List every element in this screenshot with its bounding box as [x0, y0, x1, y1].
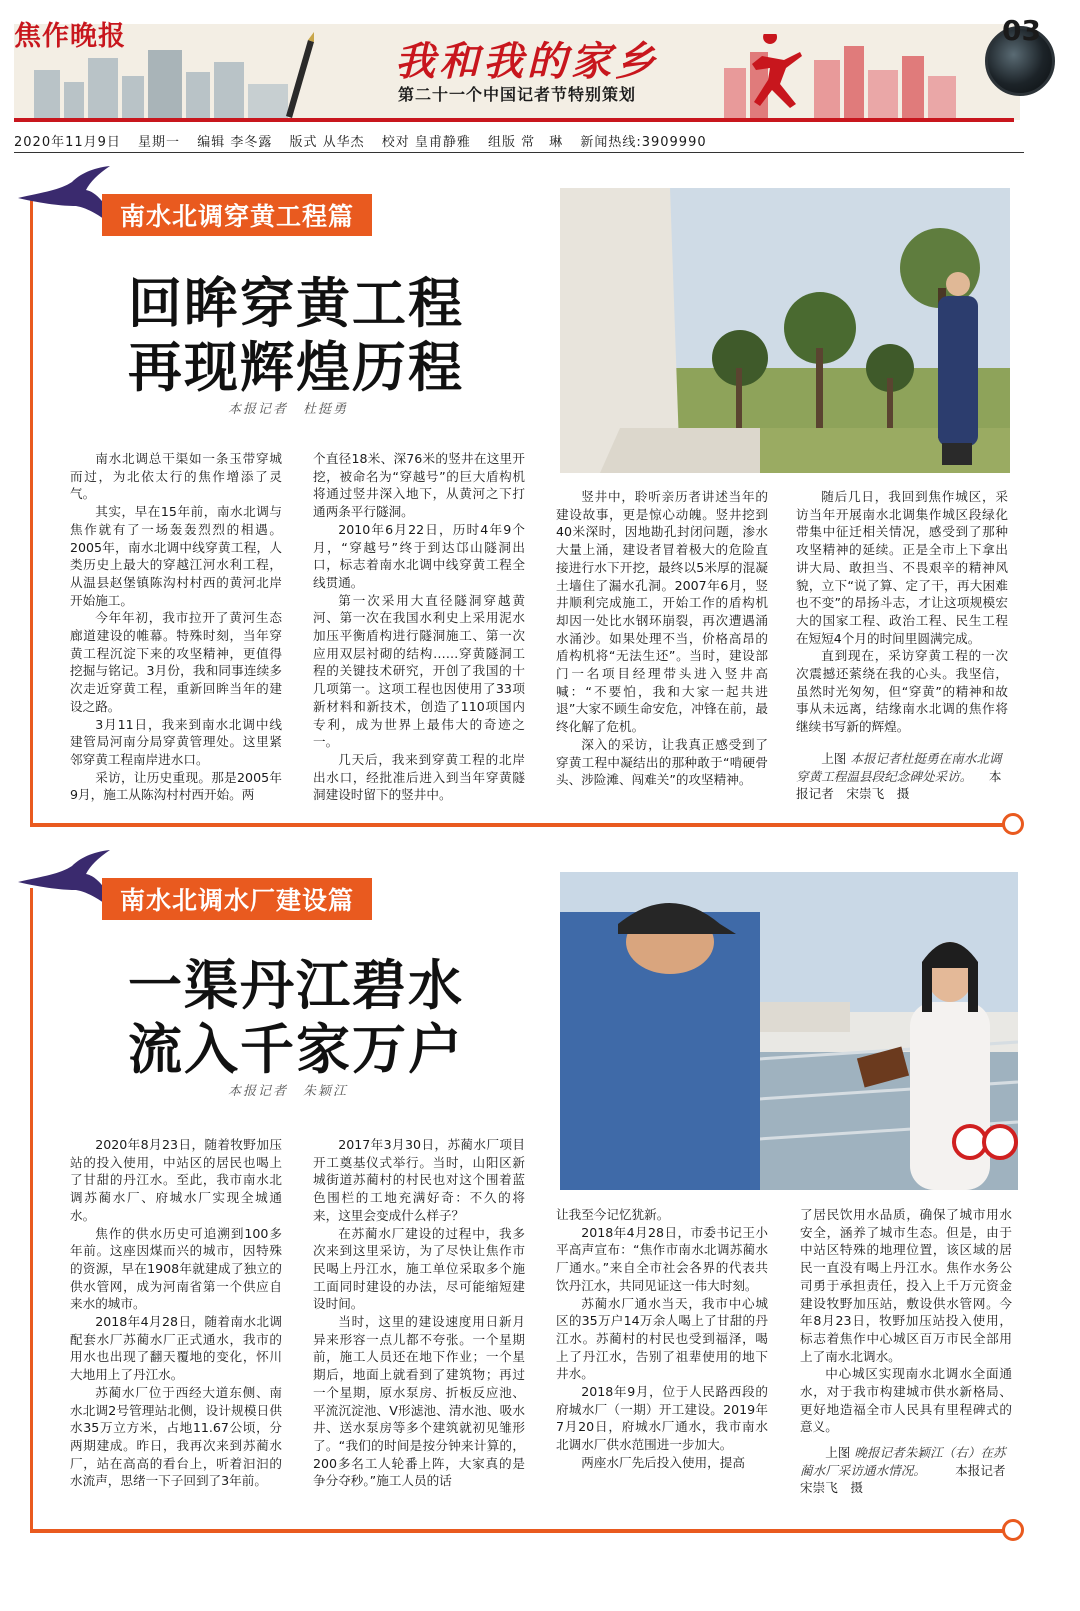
paragraph: 焦作的供水历史可追溯到100多年前。这座因煤而兴的城市，因特殊的资源，早在1908年就建成了独立的供水管网，成为河南省第一个供应自来水的城市。 [70, 1225, 282, 1312]
article-1-column-4 [796, 488, 1008, 748]
photo-monument-interview [560, 188, 1010, 473]
paragraph: 南水北调总干渠如一条玉带穿城而过，为北依太行的焦作增添了灵气。 [70, 451, 282, 502]
article-1-frame-bottom [30, 823, 1005, 826]
caption-text: 本报记者杜挺勇在南水北调穿黄工程温县段纪念碑处采访。 [796, 751, 1002, 784]
paragraph: 竖井中，聆听亲历者讲述当年的建设故事，更是惊心动魄。竖井挖到40米深时，因地勘孔封闭问题，渗水大量上涌，建设者冒着极大的危险直接进行水下开挖，最终以5米厚的混凝土墙住了漏水孔洞。2007年6月，竖井顺利完成施工，开始工作的盾构机却因一处比水钢环崩裂，再次遭遇涌水涌沙。如果处理不当，价格高昂的盾构机将“无法生还”。当时，建设部门一名项目经理带头进入竖井高喊：“不要怕，我和大家一起共进退”大家不顾生命安危，冲锋在前，最终化解了危机。 [556, 489, 768, 735]
article-2-frame-bottom [30, 1529, 1005, 1532]
editor: 编辑 李冬露 [197, 135, 273, 150]
byline-2: 本报记者 朱颖江 [228, 1084, 349, 1099]
article-2-column-4 [800, 1206, 1012, 1442]
paragraph: 深入的采访，让我真正感受到了穿黄工程中凝结出的那种敢于“啃硬骨头、涉险滩、闯难关”的攻坚精神。 [556, 736, 768, 788]
paragraph: 直到现在，采访穿黄工程的一次次震撼还萦绕在我的心头。我坚信，虽然时光匆匆，但“穿黄”的精神和故事从未远离，结缘南水北调的焦作将继续书写新的辉煌。 [796, 648, 1008, 735]
paragraph: 2018年4月28日，随着南水北调配套水厂苏蔺水厂正式通水，我市的用水也出现了翻天覆地的变化，怀川大地用上了丹江水。 [70, 1314, 282, 1383]
photo-caption-2 [800, 1444, 1019, 1497]
paragraph: 苏蔺水厂通水当天，我市中心城区的35万户14万余人喝上了甘甜的丹江水。苏蔺村的村民也受到福泽，喝上了丹江水，告别了祖辈使用的地下井水。 [556, 1295, 768, 1382]
headline-2-line-1: 一渠丹江碧水 [128, 954, 464, 1017]
paragraph: 2017年3月30日，苏蔺水厂项目开工奠基仪式举行。当时，山阳区新城街道苏蔺村的村民也对这个围着蓝色围栏的工地充满好奇：不久的将来，这里会变成什么样子？ [313, 1137, 525, 1223]
article-2-column-1 [70, 1136, 282, 1516]
date: 2020年11月9日 [14, 135, 121, 150]
paper-name: 焦作晚报 [14, 21, 126, 52]
article-2-column-2 [313, 1136, 525, 1516]
photo-credit: 本报记者 宋崇飞 摄 [796, 768, 1002, 802]
caption-text: 晚报记者朱颖江（右）在苏蔺水厂采访通水情况。 [800, 1445, 1006, 1478]
headline-2 [128, 954, 464, 1082]
section-tag-2: 南水北调水厂建设篇 [102, 878, 372, 920]
paragraph: 个直径18米、深76米的竖井在这里开挖，被命名为“穿越号”的巨大盾构机将通过竖井深入地下，从黄河之下打通两条平行隧洞。 [313, 451, 525, 520]
layout-credit: 版式 从华杰 [289, 135, 365, 150]
paragraph: 在苏蔺水厂建设的过程中，我多次来到这里采访，为了尽快让焦作市民喝上丹江水，施工单位采取多个施工面同时建设的办法，尽可能缩短建设时间。 [313, 1225, 525, 1312]
dateline-rule [14, 152, 1024, 153]
runner-icon [740, 34, 810, 114]
paragraph: 中心城区实现南水北调水全面通水，对于我市构建城市供水新格局、更好地造福全市人民具有里程碑式的意义。 [800, 1366, 1012, 1435]
paragraph: 2018年9月，位于人民路西段的府城水厂（一期）开工建设。2019年7月20日，府城水厂通水，我市南水北调水厂供水范围进一步加大。 [556, 1384, 768, 1453]
dateline [14, 131, 719, 150]
paragraph: 2010年6月22日，历时4年9个月，“穿越号”终于到达邙山隧洞出口，标志着南水北调中线穿黄工程全线贯通。 [313, 521, 525, 590]
headline-1 [128, 272, 464, 400]
news-hotline: 新闻热线:3909990 [580, 135, 707, 150]
headline-1-line-1: 回眸穿黄工程 [128, 272, 464, 335]
paragraph: 2018年4月28日，市委书记王小平高声宣布：“焦作市南水北调苏蔺水厂通水。”来自全市社会各界的代表共饮丹江水，共同见证这一伟大时刻。 [556, 1224, 768, 1293]
frame-end-ring [1002, 1519, 1024, 1541]
byline-1: 本报记者 杜挺勇 [228, 402, 349, 417]
paragraph: 当时，这里的建设速度用日新月异来形容一点儿都不夸张。一个星期前，施工人员还在地下作业；一个星期后，地面上就看到了建筑物；再过一个星期，原水泵房、折板反应池、平流沉淀池、V形滤池、清水池、吸水井、送水泵房等多个建筑就初见雏形了。“我们的时间是按分钟来计算的，200多名工人轮番上阵，大家真的是争分夺秒。”施工人员的话 [313, 1314, 525, 1489]
paragraph: 3月11日，我来到南水北调中线建管局河南分局穿黄管理处。这里紧邻穿黄工程南岸进水口。 [70, 716, 282, 767]
article-2-column-3 [556, 1206, 768, 1516]
page-number: 03 [1002, 14, 1041, 47]
paragraph: 第一次采用大直径隧洞穿越黄河、第一次在我国水利史上采用泥水加压平衡盾构进行隧洞施工、第一次应用双层衬砌的结构……穿黄隧洞工程的关键技术研究，开创了我国的十几项第一。这项工程也因使用了33项新材料和新技术，创造了110项国内专利，成为世界上最伟大的奇迹之一。 [313, 592, 525, 750]
paragraph: 其实，早在15年前，南水北调与焦作就有了一场轰轰烈烈的相遇。2005年，南水北调中线穿黄工程，人类历史上最大的穿越江河水利工程，从温县赵堡镇陈沟村村西的黄河北岸开始施工。 [70, 504, 282, 608]
masthead [0, 0, 1080, 150]
caption-lead: 上图 [825, 1445, 851, 1460]
photo-credit: 本报记者 宋崇飞 摄 [800, 1462, 1019, 1496]
paragraph: 采访，让历史重现。那是2005年9月，施工从陈沟村村西开始。两 [70, 769, 282, 803]
paragraph: 随后几日，我回到焦作城区，采访当年开展南水北调集作城区段绿化带集中征迁相关情况，感受到了那种攻坚精神的延续。正是全市上下拿出讲大局、敢担当、不畏艰辛的精神风貌，立下“说了算、定了干，再大困难也不变”的昂扬斗志，才让这项规模宏大的国家工程、政治工程、民生工程在短短4个月的时间里圆满完成。 [796, 489, 1008, 646]
photo-caption-1 [796, 750, 1008, 803]
photo-water-plant-interview [560, 872, 1018, 1190]
masthead-rule [14, 118, 1014, 122]
article-1-column-1 [70, 450, 282, 810]
frame-end-ring [1002, 813, 1024, 835]
headline-2-line-2: 流入千家万户 [128, 1018, 464, 1081]
paragraph: 2020年8月23日，随着牧野加压站的投入使用，中站区的居民也喝上了甘甜的丹江水。至此，我市南水北调苏蔺水厂、府城水厂实现全城通水。 [70, 1137, 282, 1223]
banner-title: 我和我的家乡 [395, 38, 659, 85]
headline-1-line-2: 再现辉煌历程 [128, 336, 464, 399]
paragraph: 了居民饮用水品质，确保了城市用水安全，涵养了城市生态。但是，由于中站区特殊的地理位置，该区域的居民一直没有喝上丹江水。焦作水务公司勇于承担责任，投入上千万元资金建设牧野加压站，敷设供水管网。今年8月23日，牧野加压站投入使用，标志着焦作中心城区百万市民全部用上了南水北调水。 [800, 1207, 1012, 1364]
banner-subtitle: 第二十一个中国记者节特别策划 [398, 85, 637, 104]
paragraph: 让我至今记忆犹新。 [556, 1207, 670, 1222]
paragraph: 苏蔺水厂位于西经大道东侧、南水北调2号管理站北侧，设计规模日供水35万立方米，占地11.67公顷，分两期建成。昨日，我再次来到苏蔺水厂，站在高高的看台上，听着汩汩的水流声，思绪一下子回到了3年前。 [70, 1384, 282, 1489]
paragraph: 今年年初，我市拉开了黄河生态廊道建设的帷幕。特殊时刻，当年穿黄工程沉淀下来的攻坚精神，更值得挖掘与铭记。3月份，我和同事连续多次走近穿黄工程，重新回眸当年的建设之路。 [70, 610, 282, 714]
typeset-credit: 组版 常 琳 [488, 135, 564, 150]
pen-icon [278, 30, 318, 120]
proofread-credit: 校对 皇甫静雅 [381, 135, 471, 150]
article-1-column-3 [556, 488, 768, 810]
section-tag-1: 南水北调穿黄工程篇 [102, 194, 372, 236]
paragraph: 几天后，我来到穿黄工程的北岸出水口，经批准后进入到当年穿黄隧洞建设时留下的竖井中。 [313, 751, 525, 803]
weekday: 星期一 [138, 135, 181, 150]
caption-lead: 上图 [821, 751, 847, 766]
paragraph: 两座水厂先后投入使用，提高 [581, 1454, 745, 1470]
article-1-column-2 [313, 450, 525, 810]
